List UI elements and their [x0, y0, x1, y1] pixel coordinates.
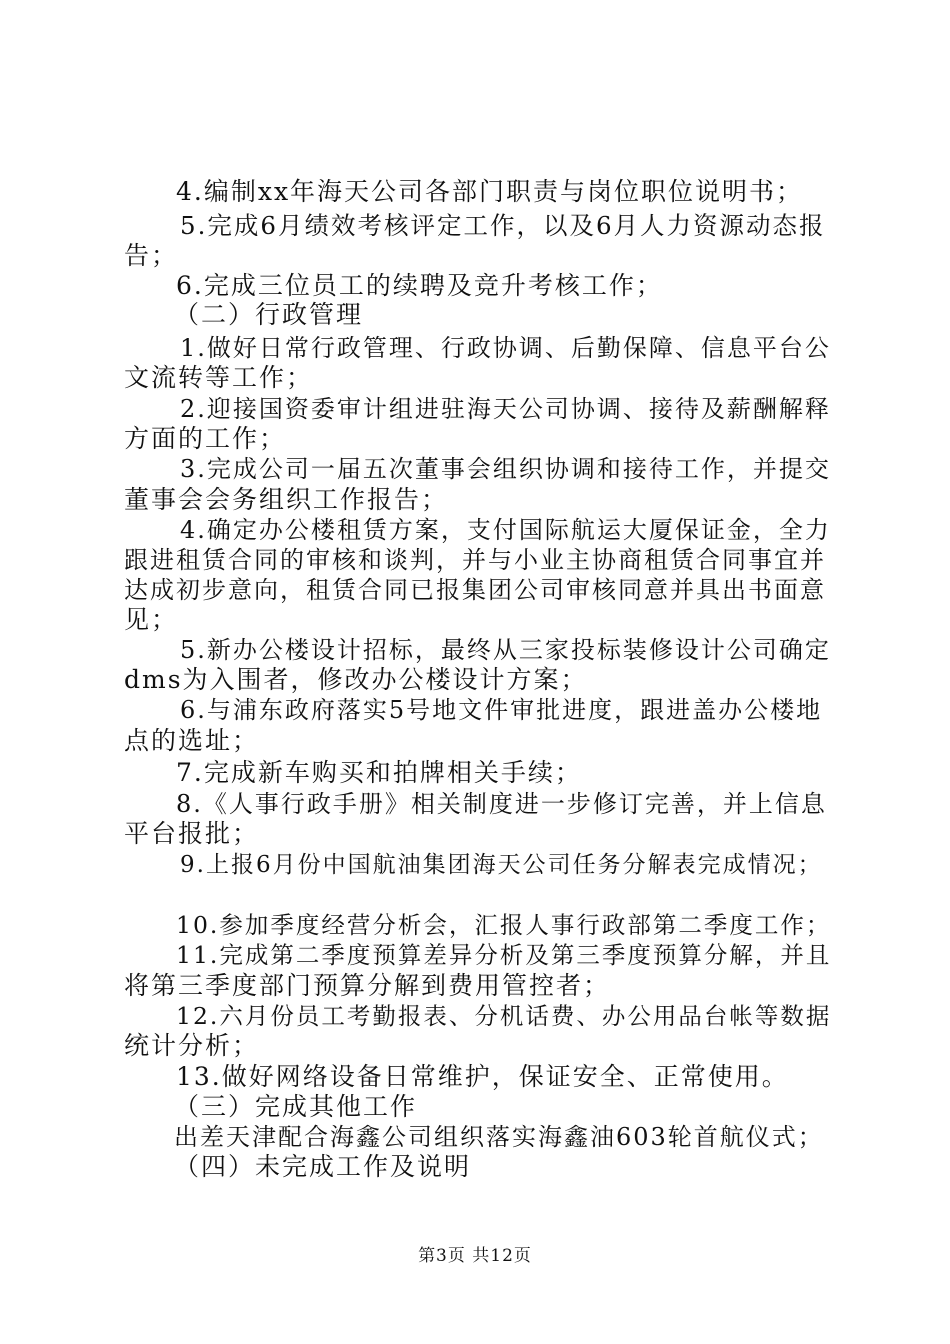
text-line: 董事会会务组织工作报告；	[124, 485, 449, 514]
text-line: 见；	[124, 605, 179, 634]
text-line: 13.做好网络设备日常维护，保证安全、正常使用。	[176, 1062, 789, 1091]
page-footer: 第3页 共12页	[418, 1246, 532, 1266]
text-line: 跟进租赁合同的审核和谈判，并与小业主协商租赁合同事宜并	[124, 546, 826, 574]
text-line: 4.确定办公楼租赁方案，支付国际航运大厦保证金，全力	[180, 516, 831, 544]
text-line: 10.参加季度经营分析会，汇报人事行政部第二季度工作；	[176, 911, 832, 939]
text-line: 6.完成三位员工的续聘及竞升考核工作；	[176, 271, 663, 300]
text-line: 方面的工作；	[124, 424, 287, 453]
text-line: 将第三季度部门预算分解到费用管控者；	[124, 971, 611, 1000]
text-line: 3.完成公司一届五次董事会组织协调和接待工作，并提交	[180, 455, 831, 483]
text-line: 1.做好日常行政管理、行政协调、后勤保障、信息平台公	[180, 334, 831, 362]
text-line: 平台报批；	[124, 819, 260, 848]
section-heading: （三）完成其他工作	[174, 1092, 418, 1121]
text-line: 达成初步意向，租赁合同已报集团公司审核同意并具出书面意	[124, 576, 826, 604]
text-line: 11.完成第二季度预算差异分析及第三季度预算分解，并且	[176, 941, 832, 969]
text-line: 2.迎接国资委审计组进驻海天公司协调、接待及薪酬解释	[180, 395, 831, 423]
text-line: 8.《人事行政手册》相关制度进一步修订完善，并上信息	[176, 790, 827, 818]
text-line: 6.与浦东政府落实5号地文件审批进度，跟进盖办公楼地	[180, 696, 823, 724]
text-line: 出差天津配合海鑫公司组织落实海鑫油603轮首航仪式；	[174, 1123, 824, 1151]
section-heading: （二）行政管理	[174, 300, 364, 329]
text-line: 5.新办公楼设计招标，最终从三家投标装修设计公司确定	[180, 636, 831, 664]
text-line: 7.完成新车购买和拍牌相关手续；	[176, 758, 582, 787]
text-line: 统计分析；	[124, 1031, 260, 1060]
text-line: 告；	[124, 241, 179, 270]
text-line: dms为入围者，修改办公楼设计方案；	[124, 665, 588, 694]
section-heading: （四）未完成工作及说明	[174, 1152, 472, 1181]
text-line: 12.六月份员工考勤报表、分机话费、办公用品台帐等数据	[176, 1002, 832, 1030]
text-line: 文流转等工作；	[124, 363, 314, 392]
text-line: 点的选址；	[124, 726, 260, 755]
text-line: 9.上报6月份中国航油集团海天公司任务分解表完成情况；	[180, 852, 823, 878]
text-line: 5.完成6月绩效考核评定工作，以及6月人力资源动态报	[180, 211, 826, 240]
text-line: 4.编制xx年海天公司各部门职责与岗位职位说明书；	[176, 177, 804, 206]
